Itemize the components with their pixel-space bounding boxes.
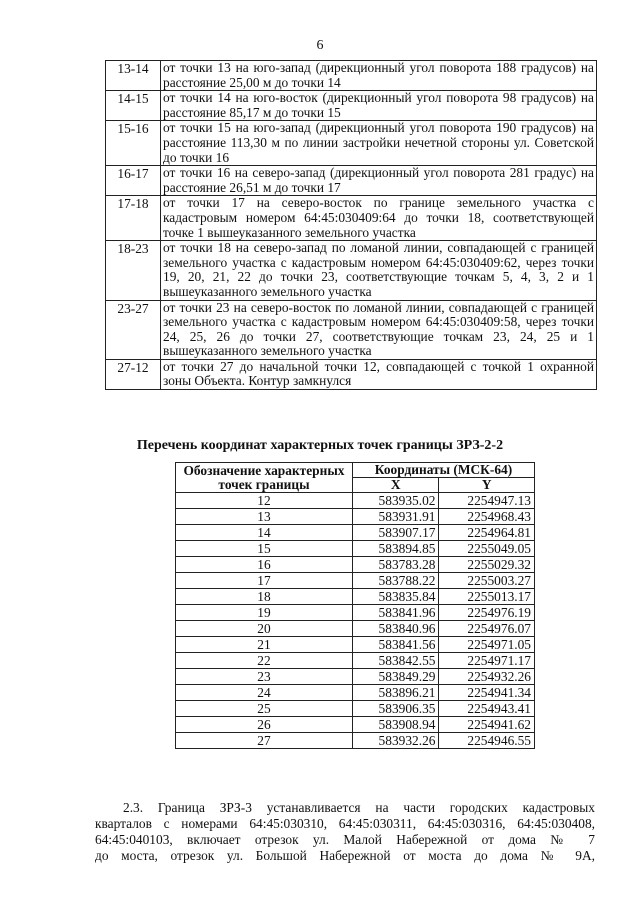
point-cell: 24: [176, 685, 353, 701]
point-cell: 19: [176, 605, 353, 621]
y-cell: 2254943.41: [439, 701, 535, 717]
x-cell: 583907.17: [353, 525, 439, 541]
table-row: [106, 359, 597, 389]
table-row: [176, 509, 535, 525]
segment-code: 16-17: [106, 166, 161, 196]
segment-code: 14-15: [106, 91, 161, 121]
table-row: [106, 91, 597, 121]
y-cell: 2254976.19: [439, 605, 535, 621]
table-row: [106, 300, 597, 359]
y-cell: 2254946.55: [439, 733, 535, 749]
x-cell: 583896.21: [353, 685, 439, 701]
x-cell: 583935.02: [353, 493, 439, 509]
x-cell: 583849.29: [353, 669, 439, 685]
segment-code: 15-16: [106, 121, 161, 166]
table-row: [106, 61, 597, 91]
table-row: [176, 669, 535, 685]
table-row: [176, 717, 535, 733]
paragraph-line: до моста, отрезок ул. Большой Набережной от моста до дома № 9А,: [95, 848, 595, 863]
coordinates-column-header: Координаты (МСК-64): [353, 463, 535, 478]
segment-description: от точки 18 на северо-запад по ломаной линии, совпадающей с границей земельного участка с кадастровым номером 64:45:030409:62, через точки 19, 20, 21, 22 до точки 23, соответствующие точкам 5, 4, 3, 2 и 1 вышеуказанного земельного участка: [161, 241, 597, 300]
segment-description: от точки 16 на северо-запад (дирекционный угол поворота 281 градус) на расстояние 26,51 м до точки 17: [161, 166, 597, 196]
table-header-row: [176, 463, 535, 478]
x-cell: 583908.94: [353, 717, 439, 733]
x-cell: 583783.28: [353, 557, 439, 573]
table-row: [176, 525, 535, 541]
table-row: [176, 573, 535, 589]
y-cell: 2254971.17: [439, 653, 535, 669]
segment-code: 17-18: [106, 196, 161, 241]
table-row: [176, 733, 535, 749]
segment-description: от точки 27 до начальной точки 12, совпадающей с точкой 1 охранной зоны Объекта. Контур замкнулся: [161, 359, 597, 389]
y-cell: 2254968.43: [439, 509, 535, 525]
point-cell: 20: [176, 621, 353, 637]
x-cell: 583788.22: [353, 573, 439, 589]
coordinates-table: [175, 462, 535, 749]
x-cell: 583841.56: [353, 637, 439, 653]
table-row: [176, 653, 535, 669]
table-row: [176, 637, 535, 653]
x-cell: 583840.96: [353, 621, 439, 637]
point-cell: 23: [176, 669, 353, 685]
table-row: [176, 621, 535, 637]
point-cell: 22: [176, 653, 353, 669]
point-column-header: Обозначение характерных точек границы: [176, 463, 353, 493]
segment-description: от точки 13 на юго-запад (дирекционный угол поворота 188 градусов) на расстояние 25,00 м до точки 14: [161, 61, 597, 91]
y-cell: 2254947.13: [439, 493, 535, 509]
y-cell: 2254932.26: [439, 669, 535, 685]
x-cell: 583835.84: [353, 589, 439, 605]
y-cell: 2255049.05: [439, 541, 535, 557]
point-cell: 27: [176, 733, 353, 749]
table-row: [176, 493, 535, 509]
paragraph-line: 64:45:040103, включает отрезок ул. Малой Набережной от дома № 7: [95, 832, 595, 847]
y-cell: 2254941.62: [439, 717, 535, 733]
x-cell: 583906.35: [353, 701, 439, 717]
segment-description: от точки 15 на юго-запад (дирекционный угол поворота 190 градусов) на расстояние 113,30 м по линии застройки нечетной стороны ул. Советской до точки 16: [161, 121, 597, 166]
point-cell: 16: [176, 557, 353, 573]
y-cell: 2254964.81: [439, 525, 535, 541]
table-row: [176, 701, 535, 717]
table-row: [106, 166, 597, 196]
point-cell: 21: [176, 637, 353, 653]
point-cell: 18: [176, 589, 353, 605]
paragraph-line: кварталов с номерами 64:45:030310, 64:45:030311, 64:45:030316, 64:45:030408,: [95, 816, 595, 831]
coordinates-title: Перечень координат характерных точек границы ЗРЗ-2-2: [136, 438, 504, 453]
point-cell: 17: [176, 573, 353, 589]
segment-code: 18-23: [106, 241, 161, 300]
y-cell: 2254976.07: [439, 621, 535, 637]
x-cell: 583842.55: [353, 653, 439, 669]
segment-description: от точки 17 на северо-восток по границе земельного участка с кадастровым номером 64:45:030409:64 до точки 18, соответствующей точке 1 вышеуказанного земельного участка: [161, 196, 597, 241]
segments-table: [105, 60, 597, 390]
table-row: [176, 685, 535, 701]
x-column-header: X: [353, 478, 439, 493]
table-row: [176, 589, 535, 605]
point-cell: 13: [176, 509, 353, 525]
table-row: [106, 121, 597, 166]
segment-description: от точки 23 на северо-восток по ломаной линии, совпадающей с границей земельного участка с кадастровым номером 64:45:030409:58, через точки 24, 25, 26 до точки 27, соответствующие точкам 23, 24, 25 и 1 вышеуказанного земельного участка: [161, 300, 597, 359]
table-row: [176, 541, 535, 557]
y-cell: 2254971.05: [439, 637, 535, 653]
paragraph-line: 2.3. Граница ЗРЗ-3 устанавливается на части городских кадастровых: [123, 800, 595, 815]
table-row: [176, 605, 535, 621]
point-cell: 26: [176, 717, 353, 733]
segment-code: 13-14: [106, 61, 161, 91]
table-row: [106, 196, 597, 241]
section-2-3-paragraph: [95, 800, 595, 864]
point-cell: 25: [176, 701, 353, 717]
y-cell: 2255029.32: [439, 557, 535, 573]
segment-code: 23-27: [106, 300, 161, 359]
point-cell: 12: [176, 493, 353, 509]
y-cell: 2255013.17: [439, 589, 535, 605]
page-number: 6: [316, 38, 324, 53]
table-row: [106, 241, 597, 300]
y-cell: 2255003.27: [439, 573, 535, 589]
table-row: [176, 557, 535, 573]
x-cell: 583931.91: [353, 509, 439, 525]
x-cell: 583932.26: [353, 733, 439, 749]
point-cell: 15: [176, 541, 353, 557]
segment-code: 27-12: [106, 359, 161, 389]
point-cell: 14: [176, 525, 353, 541]
y-cell: 2254941.34: [439, 685, 535, 701]
y-column-header: Y: [439, 478, 535, 493]
segment-description: от точки 14 на юго-восток (дирекционный угол поворота 98 градусов) на расстояние 85,17 м до точки 15: [161, 91, 597, 121]
x-cell: 583841.96: [353, 605, 439, 621]
x-cell: 583894.85: [353, 541, 439, 557]
